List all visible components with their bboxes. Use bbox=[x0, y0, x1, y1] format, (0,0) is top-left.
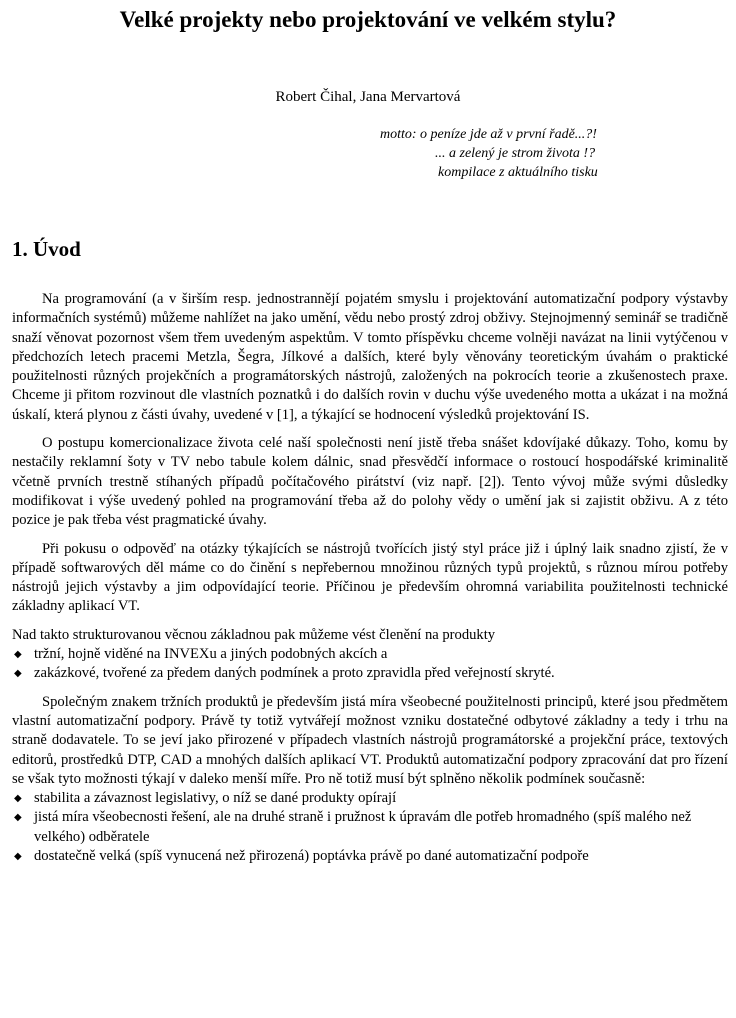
motto-line-3: kompilace z aktuálního tisku bbox=[438, 165, 598, 180]
paragraph: Nad takto strukturovanou věcnou základnou pak můžeme vést členění na produkty bbox=[12, 626, 496, 643]
diamond-bullet-icon: ◆ bbox=[14, 851, 22, 863]
list-item-text: jistá míra všeobecnosti řešení, ale na druhé straně i pružnost k úpravám dle potřeb hromadného (spíš malého než velkého) odběratele bbox=[34, 809, 692, 845]
conditions-list bbox=[12, 789, 728, 866]
list-item-text: tržní, hojně viděné na INVEXu a jiných podobných akcích a bbox=[34, 646, 388, 663]
list-item-text: stabilita a závaznost legislativy, o níž se dané produkty opírají bbox=[34, 790, 397, 807]
paragraph: Při pokusu o odpověď na otázky týkajících se nástrojů tvořících jistý styl práce již i úplný laik snadno zjistí, že v případě softwarových děl máme co do činění s nepřebernou množinou různých typů projektů, s různou mírou potřeby nástrojů jejich výstavby a jim odpovídající teorie. Příčinou je především ohromná variabilita použitelnosti technické základny aplikací VT. bbox=[12, 540, 728, 615]
paragraph: O postupu komercionalizace života celé naší společnosti není jistě třeba snášet kdovíjaké důkazy. Toho, komu by nestačily reklamní šoty v TV nebo tabule kolem dálnic, snad přesvědčí informace o rostoucí hospodářské kriminalitě včetně prvních trestně stíhaných případů počítačového pirátství (viz např. [2]). Tento vývoj může svými důsledky modifikovat i výše uvedený pohled na programování třeba až do polohy vědy o umění jak si zajistit obživu. A z této pozice je pak třeba vést pragmatické úvahy. bbox=[12, 435, 728, 529]
diamond-bullet-icon: ◆ bbox=[14, 649, 22, 661]
motto-line-1: motto: o peníze jde až v první řadě...?! bbox=[380, 127, 597, 142]
paragraph: Na programování (a v širším resp. jednostrannějí pojatém smyslu i projektování automatizační podpory výstavby informačních systémů) můžeme nahlížet na jako umění, vědu nebo prostý zdroj obživy. Stejnojmenný seminář se tradičně snaží věnovat pozornost všem třem uvedeným aspektům. V tomto příspěvku chceme volněji navázat na linii vytýčenou v předchozích letech pracemi Metzla, Šegra, Jílkové a dalších, které byly věnovány teoretickým úvahám o praktické použitelnosti různých projekčních a programátorských nástrojů, založených na pokrocích teorie a zkušenostech praxe. Chceme ji přitom rozvinout dle vlastních poznatků i do dalších rovin v duchu výše uvedeného motta a ukázat i na možná úskalí, která plynou z části úvahy, uvedené v [1], a týkající se hodnocení výsledků projektování IS. bbox=[12, 291, 728, 423]
diamond-bullet-icon: ◆ bbox=[14, 668, 22, 680]
paper-title: Velké projekty nebo projektování ve velkém stylu? bbox=[119, 7, 617, 32]
list-item bbox=[12, 789, 728, 808]
diamond-bullet-icon: ◆ bbox=[14, 793, 22, 805]
list-item-text: zakázkové, tvořené za předem daných podmínek a proto zpravidla před veřejností skryté. bbox=[34, 665, 555, 682]
paragraph: Společným znakem tržních produktů je především jistá míra všeobecné použitelnosti principů, které jsou předmětem vlastní automatizační podpory. Právě ty totiž vytvářejí možnost vzniku dostatečné odbytové základny a tedy i trhu na straně dodavatele. To se jeví jako přirozené v případech vlastních nástrojů programátorské a projekční práce, textových editorů, prostředků DTP, CAD a mnohých dalších aplikací VT. Produktů automatizační podpory zpracování dat pro řízení se však tyto možnosti týkají v daleko menší míře. Pro ně totiž musí být splněno několik podmínek současně: bbox=[12, 693, 728, 787]
section-heading: 1. Úvod bbox=[12, 237, 81, 261]
diamond-bullet-icon: ◆ bbox=[14, 812, 22, 824]
list-item bbox=[12, 847, 728, 866]
list-item bbox=[12, 664, 728, 683]
motto-line-2: ... a zelený je strom života !? bbox=[435, 146, 596, 161]
paper-authors: Robert Čihal, Jana Mervartová bbox=[275, 89, 461, 105]
list-item bbox=[12, 808, 728, 847]
list-item bbox=[12, 645, 728, 664]
motto-block bbox=[380, 125, 680, 182]
body-text bbox=[12, 290, 728, 875]
list-item-text: dostatečně velká (spíš vynucená než přirozená) poptávka právě po dané automatizační podpoře bbox=[34, 848, 589, 865]
product-type-list bbox=[12, 645, 728, 684]
